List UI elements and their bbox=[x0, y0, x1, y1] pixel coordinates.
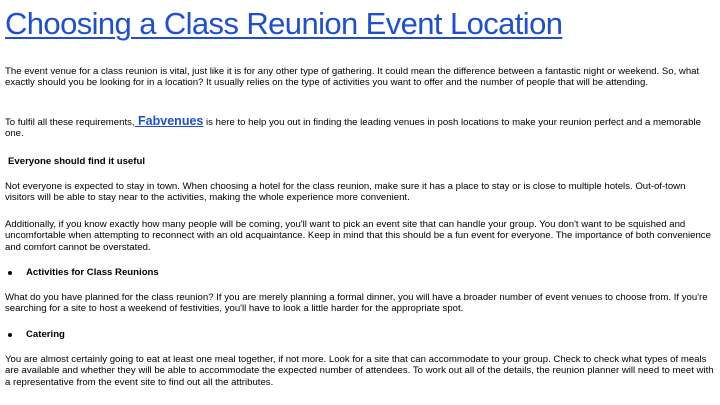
fabvenues-link[interactable]: Fabvenues bbox=[134, 114, 204, 128]
catering-paragraph: You are almost certainly going to eat at least one meal together, if not more. Look for a site that can accommodate to your group. Check to check what types of meals are available and whether they will be able to accommodate the expected number of attendees. To work out all of the details, the reunion planner will need to meet with a representative from the event site to find out all the attributes. bbox=[5, 354, 714, 388]
page-title: Choosing a Class Reunion Event Location bbox=[5, 6, 563, 41]
intro-paragraph: The event venue for a class reunion is vital, just like it is for any other type of gathering. It could mean the difference between a fantastic night or weekend. So, what exactly should you be looking for in a location? It usually relies on the type of activities you want to offer and the number of people that will be attending. bbox=[5, 66, 700, 89]
group-size-paragraph: Additionally, if you know exactly how many people will be coming, you'll want to pick an event site that can handle your group. You don't want to be squished and uncomfortable when attempting to reconnect with an old acquaintance. Keep in mind that this should be a fun event for everyone. The importance of both convenience and comfort cannot be overstated. bbox=[5, 219, 711, 253]
stay-paragraph: Not everyone is expected to stay in town. When choosing a hotel for the class reunion, make sure it has a place to stay or is close to multiple hotels. Out-of-town visitors will be able to stay near to the activities, making the whole experience more convenient. bbox=[5, 181, 686, 204]
bullet-label-activities: Activities for Class Reunions bbox=[26, 267, 159, 278]
bullet-item-catering bbox=[5, 329, 715, 340]
section-heading-useful: Everyone should find it useful bbox=[8, 156, 145, 167]
bullet-item-activities bbox=[5, 267, 715, 278]
requirements-text-before: To fulfil all these requirements, bbox=[5, 117, 135, 128]
bullet-icon bbox=[8, 333, 12, 337]
bullet-icon bbox=[8, 271, 12, 275]
activities-paragraph: What do you have planned for the class reunion? If you are merely planning a formal dinner, you will have a broader number of event venues to choose from. If you're searching for a site to host a weekend of festivities, you'll have to look a little harder for the appropriate spot. bbox=[5, 292, 708, 315]
bullet-label-catering: Catering bbox=[26, 329, 65, 340]
requirements-paragraph bbox=[5, 116, 715, 140]
requirements-text-after: is here to help you out in finding the leading venues in posh locations to make your reunion perfect and a memorable one. bbox=[5, 117, 701, 140]
